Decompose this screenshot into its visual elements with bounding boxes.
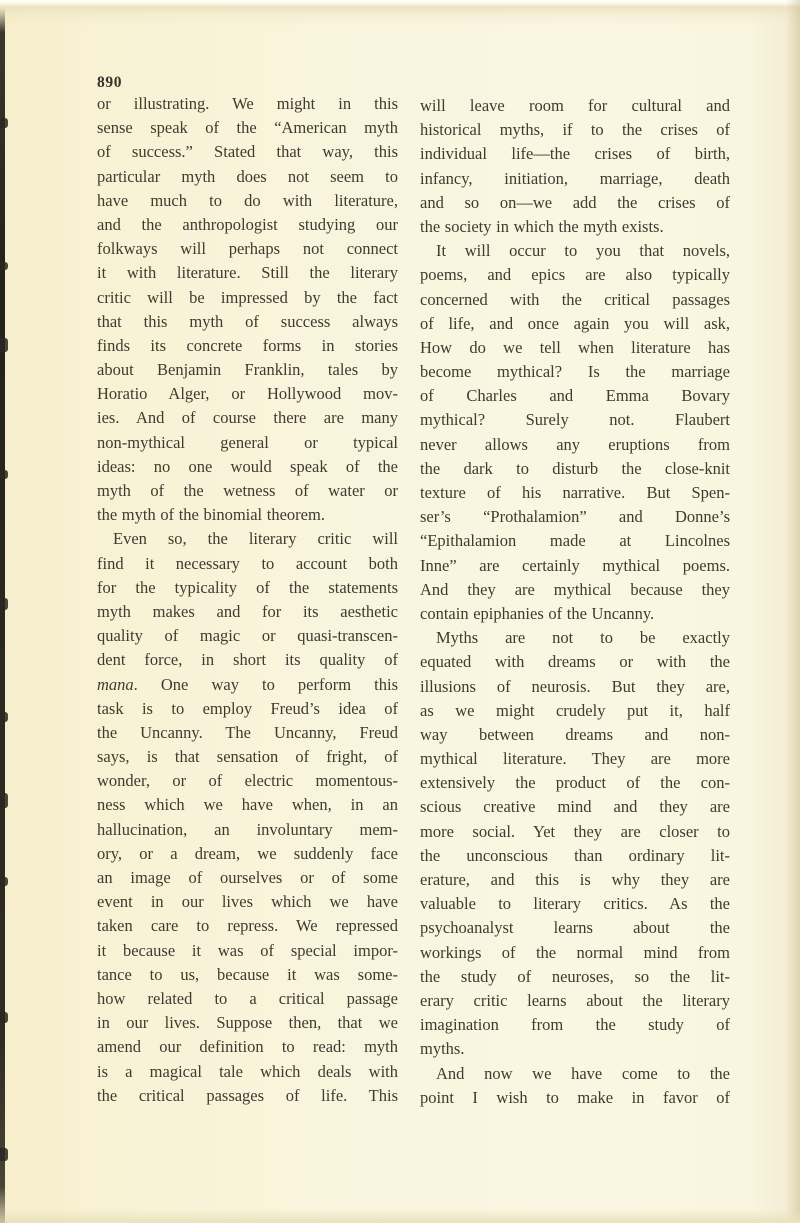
text-line: never allows any eruptions from — [420, 434, 730, 454]
text-line: for the typicality of the statements — [97, 577, 398, 597]
text-line: myth of the wetness of water or — [97, 481, 398, 500]
text-line: How do we tell when literature has — [420, 337, 730, 357]
scan-right-shadow — [786, 0, 800, 1223]
text-line: imagination from the study of — [420, 1015, 730, 1035]
text-line: and the anthropologist studying our — [97, 214, 398, 234]
text-line: equated with dreams or with the — [420, 652, 730, 672]
scan-binding-edge — [0, 8, 5, 1223]
text-line: scious creative mind and they are — [420, 797, 730, 817]
right-column — [420, 94, 730, 1110]
text-line: mana. One way to perform this — [97, 674, 398, 694]
text-line: point I wish to make in favor of — [420, 1087, 730, 1107]
text-line: way between dreams and non- — [420, 724, 730, 744]
text-line: “Epithalamion made at Lincolnes — [420, 531, 730, 551]
text-line: become mythical? Is the marriage — [420, 362, 730, 382]
text-line: event in our lives which we have — [97, 892, 398, 912]
text-line: the Uncanny. The Uncanny, Freud — [97, 722, 398, 742]
text-line: of life, and once again you will ask, — [420, 313, 730, 333]
text-line: about Benjamin Franklin, tales by — [97, 360, 398, 380]
text-line: how related to a critical passage — [97, 988, 398, 1008]
text-line: illusions of neurosis. But they are, — [420, 676, 730, 696]
text-line: folkways will perhaps not connect — [97, 239, 398, 259]
text-line: erature, and this is why they are — [420, 870, 730, 889]
text-line: ies. And of course there are many — [97, 408, 398, 428]
scan-edge-mark — [0, 877, 8, 886]
text-line: sense speak of the “American myth — [97, 118, 398, 138]
text-line: find it necessary to account both — [97, 553, 398, 573]
text-line: an image of ourselves or of some — [97, 868, 398, 887]
text-line: workings of the normal mind from — [420, 942, 730, 962]
scan-edge-mark — [0, 338, 8, 352]
text-line: myth makes and for its aesthetic — [97, 601, 398, 621]
left-column — [97, 92, 398, 1108]
text-line: And now we have come to the — [436, 1063, 730, 1083]
text-line: task is to employ Freud’s idea of — [97, 698, 398, 718]
text-line: amend our definition to read: myth — [97, 1037, 398, 1057]
text-line: poems, and epics are also typically — [420, 265, 730, 285]
text-line: it because it was of special impor- — [97, 940, 398, 960]
text-line: historical myths, if to the crises of — [420, 120, 730, 140]
text-line: or illustrating. We might in this — [97, 94, 398, 113]
text-line: ness which we have when, in an — [97, 795, 398, 815]
scan-top-shadow — [0, 0, 800, 26]
text-line: of Charles and Emma Bovary — [420, 386, 730, 406]
text-line: Inne” are certainly mythical poems. — [420, 555, 730, 575]
text-line: hallucination, an involuntary mem- — [97, 819, 398, 839]
scan-edge-mark — [0, 793, 8, 808]
scan-edge-mark — [0, 712, 8, 722]
text-line: of success.” Stated that way, this — [97, 142, 398, 162]
text-line: quality of magic or quasi-transcen- — [97, 626, 398, 646]
text-line: that this myth of success always — [97, 311, 398, 331]
text-line: the study of neuroses, so the lit- — [420, 966, 730, 986]
text-line: concerned with the critical passages — [420, 289, 730, 309]
page-number: 890 — [97, 74, 123, 91]
text-line: wonder, or of electric momentous- — [97, 771, 398, 791]
scan-edge-mark — [0, 470, 8, 479]
text-line: the dark to disturb the close-knit — [420, 458, 730, 478]
text-line: myths. — [420, 1039, 465, 1059]
text-line: It will occur to you that novels, — [436, 241, 730, 261]
text-line: dent force, in short its quality of — [97, 650, 398, 670]
text-line: says, is that sensation of fright, of — [97, 747, 398, 767]
text-line: Even so, the literary critic will — [113, 529, 398, 549]
scan-edge-mark — [0, 262, 8, 270]
scan-edge-mark — [0, 1012, 8, 1023]
text-line: it with literature. Still the literary — [97, 263, 398, 283]
text-line: taken care to repress. We repressed — [97, 916, 398, 936]
text-line: critic will be impressed by the fact — [97, 287, 398, 307]
text-line: the myth of the binomial theorem. — [97, 505, 325, 525]
text-line: mythical literature. They are more — [420, 749, 730, 769]
text-line: tance to us, because it was some- — [97, 964, 398, 984]
text-line: the critical passages of life. This — [97, 1085, 398, 1105]
text-line: have much to do with literature, — [97, 190, 398, 210]
text-line: in our lives. Suppose then, that we — [97, 1013, 398, 1033]
text-line: will leave room for cultural and — [420, 96, 730, 115]
scan-edge-mark — [0, 598, 8, 610]
text-line: individual life—the crises of birth, — [420, 144, 730, 164]
text-line: Myths are not to be exactly — [436, 628, 730, 648]
text-line: And they are mythical because they — [420, 579, 730, 599]
text-line: particular myth does not seem to — [97, 166, 398, 186]
scan-edge-mark — [0, 1148, 8, 1161]
scan-bottom-shadow — [0, 1209, 800, 1223]
text-line: ser’s “Prothalamion” and Donne’s — [420, 507, 730, 527]
text-line: more social. Yet they are closer to — [420, 821, 730, 841]
text-line: non-mythical general or typical — [97, 432, 398, 452]
text-line: psychoanalyst learns about the — [420, 918, 730, 938]
text-line: erary critic learns about the literary — [420, 990, 730, 1010]
text-line: extensively the product of the con- — [420, 773, 730, 793]
scan-edge-mark — [0, 118, 8, 128]
text-line: texture of his narrative. But Spen- — [420, 483, 730, 502]
text-line: as we might crudely put it, half — [420, 700, 730, 720]
text-line: and so on—we add the crises of — [420, 192, 730, 212]
text-line: the unconscious than ordinary lit- — [420, 845, 730, 865]
text-line: finds its concrete forms in stories — [97, 335, 398, 355]
text-line: ideas: no one would speak of the — [97, 456, 398, 476]
text-line: mythical? Surely not. Flaubert — [420, 410, 730, 430]
text-line: ory, or a dream, we suddenly face — [97, 843, 398, 863]
text-line: valuable to literary critics. As the — [420, 894, 730, 914]
text-line: infancy, initiation, marriage, death — [420, 168, 730, 188]
text-line: Horatio Alger, or Hollywood mov- — [97, 384, 398, 404]
text-line: contain epiphanies of the Uncanny. — [420, 603, 655, 623]
text-line: the society in which the myth exists. — [420, 216, 664, 236]
text-line: is a magical tale which deals with — [97, 1061, 398, 1081]
